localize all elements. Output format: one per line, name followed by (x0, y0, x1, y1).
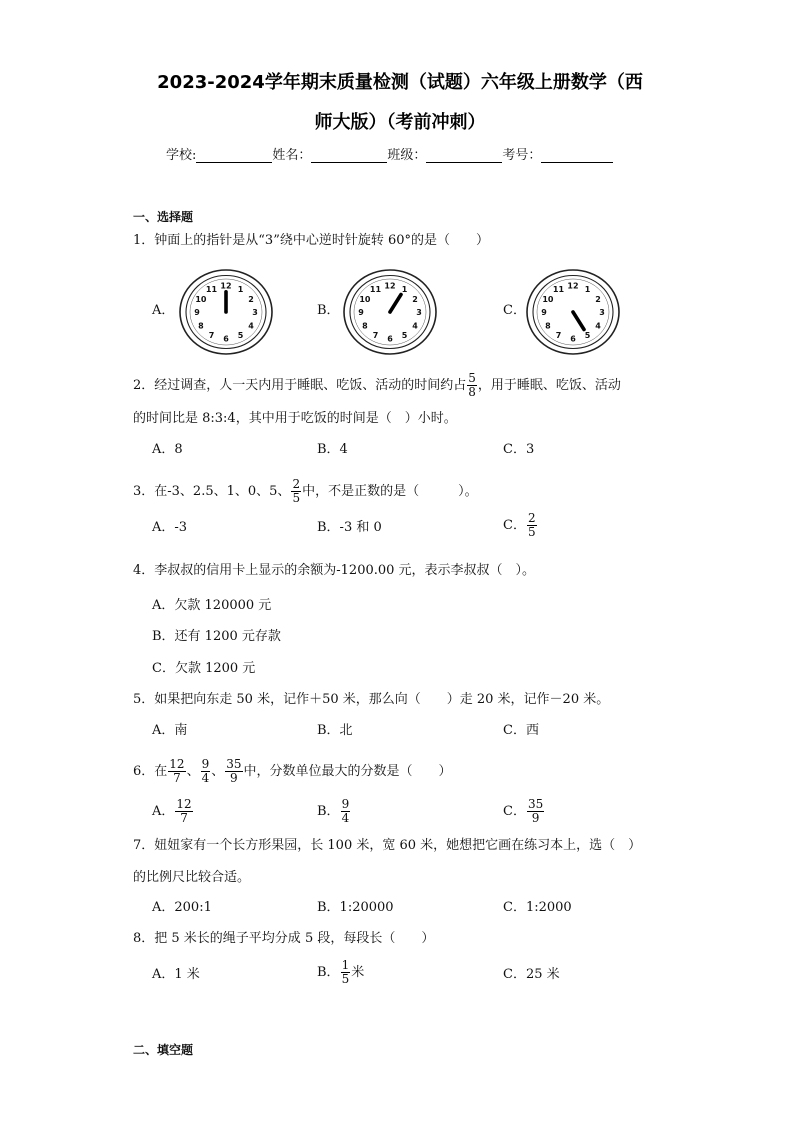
clock-number: 8 (362, 321, 368, 331)
q2-frac-den: 8 (468, 385, 476, 399)
clock-number: 1 (584, 285, 591, 295)
q1-option-c-label[interactable]: C． (503, 303, 526, 318)
q6-option-c[interactable] (503, 798, 545, 825)
clock-number: 10 (195, 294, 207, 304)
clock-number: 3 (416, 308, 422, 317)
title-line-2: 师大版）（考前冲刺） (314, 112, 486, 133)
q3-option-c-label: C． (503, 518, 526, 533)
q6-f3-num: 35 (226, 757, 242, 771)
clock-number: 11 (369, 285, 382, 295)
clock-number: 8 (545, 321, 551, 331)
q6-c-num: 35 (527, 797, 544, 811)
clock-center-dot (224, 310, 227, 313)
q5-option-c[interactable]: C．西 (503, 723, 539, 738)
clock-b-icon (342, 268, 438, 356)
q2-stem-b: ，用于睡眠、吃饭、活动 (477, 378, 621, 393)
class-blank[interactable] (426, 148, 502, 163)
q6-a-num: 12 (176, 797, 192, 811)
clock-number: 5 (237, 330, 244, 340)
clock-number: 10 (542, 294, 554, 304)
clock-number: 11 (552, 285, 565, 295)
question-4-stem: 4．李叔叔的信用卡上显示的余额为-1200.00 元，表示李叔叔（ ）。 (133, 563, 536, 578)
q6-f2-num: 9 (201, 757, 210, 771)
question-6-stem (133, 758, 452, 785)
clock-number: 2 (412, 294, 418, 304)
name-label: 姓名： (272, 148, 312, 163)
clock-center-dot (571, 310, 574, 313)
clock-number: 2 (595, 294, 601, 304)
q6-b-den: 4 (341, 811, 350, 825)
q3-fraction (291, 478, 301, 505)
q3-frac-den: 5 (292, 491, 301, 505)
q2-option-a[interactable]: A．8 (152, 442, 183, 457)
name-blank[interactable] (311, 148, 387, 163)
q6-fraction-2 (201, 758, 211, 785)
section-choice-heading: 一、选择题 (133, 210, 194, 224)
q8-option-b[interactable] (317, 959, 364, 986)
number-field[interactable] (502, 144, 613, 163)
q6-option-a-label: A． (152, 804, 175, 819)
clock-number: 5 (401, 330, 408, 340)
school-label: 学校: (166, 148, 197, 163)
question-3-stem (133, 478, 478, 505)
q6-option-c-fraction (527, 798, 544, 825)
q4-option-a[interactable]: A．欠款 120000 元 (152, 598, 272, 613)
question-7-line-1: 7．妞妞家有一个长方形果园，长 100 米，宽 60 米，她想把它画在练习本上，选（ ） (133, 838, 642, 853)
student-info-row (166, 144, 636, 163)
q3-option-c-fraction (527, 512, 537, 539)
q6-f1-num: 12 (169, 757, 185, 771)
q3-frac-num: 2 (292, 477, 301, 491)
clock-number: 8 (198, 321, 204, 331)
clock-number: 4 (248, 321, 254, 331)
q8-option-c[interactable]: C．25 米 (503, 967, 560, 982)
clock-number: 1 (237, 285, 244, 295)
question-2-line-1 (133, 372, 621, 399)
q4-option-b[interactable]: B．还有 1200 元存款 (152, 629, 281, 644)
q1-option-b-label[interactable]: B． (317, 303, 340, 318)
q6-sep-1: 、 (186, 764, 200, 779)
clock-number: 12 (567, 281, 579, 291)
q2-option-b[interactable]: B．4 (317, 442, 348, 457)
q6-c-den: 9 (531, 811, 540, 825)
class-field[interactable] (387, 144, 502, 163)
q6-sep-2: 、 (211, 764, 225, 779)
clock-number: 7 (208, 330, 215, 340)
clock-number: 9 (194, 308, 200, 317)
clock-c-icon (525, 268, 621, 356)
question-5-stem: 5．如果把向东走 50 米，记作＋50 米，那么向（ ）走 20 米，记作－20 米。 (133, 692, 610, 707)
clock-center-dot (388, 310, 391, 313)
q8-b-den: 5 (341, 972, 350, 986)
school-field[interactable] (166, 144, 272, 163)
q6-option-a[interactable] (152, 798, 194, 825)
clock-number: 7 (555, 330, 562, 340)
q5-option-a[interactable]: A．南 (152, 723, 188, 738)
q3-stem-a: 3．在-3、2.5、1、0、5、 (133, 484, 291, 499)
q3-stem-b: 中，不是正数的是（ ）。 (302, 484, 478, 499)
q6-f1-den: 7 (173, 771, 181, 785)
clock-number: 7 (372, 330, 379, 340)
question-1-stem: 1．钟面上的指针是从“3”绕中心逆时针旋转 60°的是（ ） (133, 233, 490, 248)
q7-option-b[interactable]: B．1:20000 (317, 900, 394, 915)
question-8-stem: 8．把 5 米长的绳子平均分成 5 段，每段长（ ） (133, 931, 435, 946)
question-7-line-2: 的比例尺比较合适。 (133, 870, 251, 885)
clock-number: 4 (412, 321, 418, 331)
q2-fraction (467, 372, 477, 399)
q1-option-a-label[interactable]: A． (152, 303, 175, 318)
clock-number: 1 (401, 285, 408, 295)
clock-a-icon (178, 268, 274, 356)
clock-number: 11 (205, 285, 218, 295)
q8-option-b-fraction (341, 959, 351, 986)
q5-option-b[interactable]: B．北 (317, 723, 353, 738)
q3-option-a[interactable]: A．-3 (152, 520, 188, 535)
school-blank[interactable] (196, 148, 272, 163)
q2-frac-num: 5 (468, 371, 476, 385)
q7-option-c[interactable]: C．1:2000 (503, 900, 572, 915)
clock-number: 12 (220, 281, 232, 291)
q6-stem-b: 中，分数单位最大的分数是（ ） (243, 764, 452, 779)
clock-number: 6 (223, 334, 229, 344)
clock-number: 3 (252, 308, 258, 317)
q3-option-c[interactable] (503, 512, 538, 539)
clock-number: 12 (384, 281, 396, 291)
q2-stem-a: 2．经过调查，人一天内用于睡眠、吃饭、活动的时间约占 (133, 378, 467, 393)
name-field[interactable] (272, 144, 387, 163)
q6-b-num: 9 (341, 797, 350, 811)
question-2-line-2: 的时间比是 8:3:4，其中用于吃饭的时间是（ ）小时。 (133, 411, 457, 426)
q8-b-num: 1 (341, 958, 350, 972)
clock-number: 4 (595, 321, 601, 331)
q3-option-b[interactable]: B．-3 和 0 (317, 520, 382, 535)
q6-f3-den: 9 (230, 771, 238, 785)
q8-option-b-unit: 米 (351, 965, 365, 980)
clock-number: 5 (584, 330, 591, 340)
q6-stem-a: 6．在 (133, 764, 168, 779)
clock-number: 10 (359, 294, 371, 304)
clock-number: 3 (599, 308, 605, 317)
q3-c-den: 5 (527, 525, 536, 539)
q3-c-num: 2 (527, 511, 536, 525)
q6-f2-den: 4 (201, 771, 210, 785)
q6-option-b-label: B． (317, 804, 340, 819)
title-line-1: 2023-2024学年期末质量检测（试题）六年级上册数学（西 (157, 72, 643, 93)
q6-option-b[interactable] (317, 798, 351, 825)
clock-number: 6 (387, 334, 393, 344)
q6-fraction-3 (225, 758, 242, 785)
q6-option-c-label: C． (503, 804, 526, 819)
clock-number: 9 (358, 308, 364, 317)
q8-option-a[interactable]: A．1 米 (152, 967, 200, 982)
q6-a-den: 7 (180, 811, 188, 825)
q6-option-a-fraction (175, 798, 192, 825)
q4-option-c[interactable]: C．欠款 1200 元 (152, 661, 256, 676)
q2-option-c[interactable]: C．3 (503, 442, 535, 457)
q6-option-b-fraction (341, 798, 351, 825)
clock-number: 2 (248, 294, 254, 304)
section-fill-heading: 二、填空题 (133, 1043, 194, 1057)
clock-number: 6 (570, 334, 576, 344)
class-label: 班级： (387, 148, 427, 163)
q6-fraction-1 (168, 758, 185, 785)
q7-option-a[interactable]: A．200:1 (152, 900, 212, 915)
q8-option-b-label: B． (317, 965, 340, 980)
number-label: 考号： (502, 148, 542, 163)
number-blank[interactable] (541, 148, 613, 163)
clock-number: 9 (541, 308, 547, 317)
